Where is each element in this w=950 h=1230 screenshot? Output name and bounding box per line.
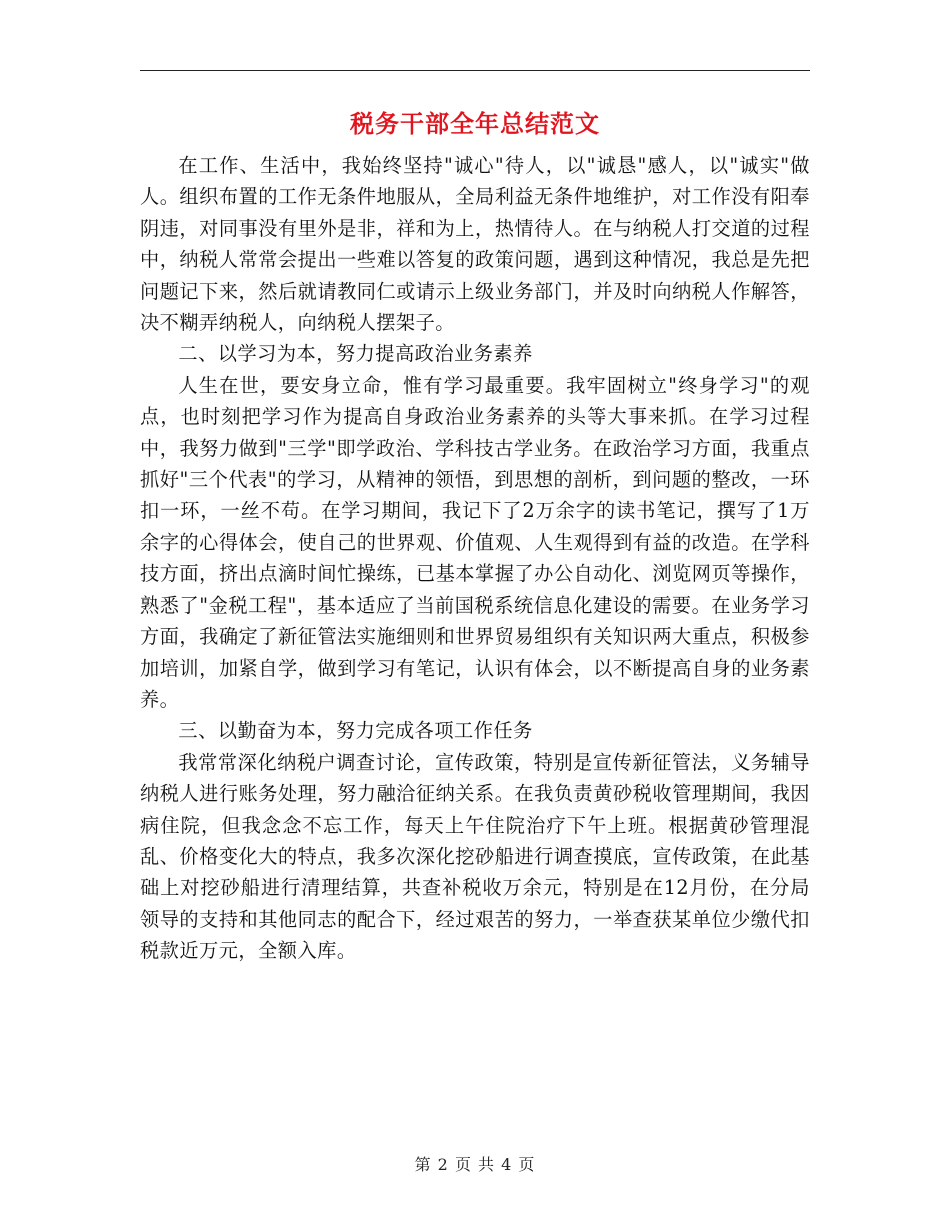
paragraph-study: 人生在世，要安身立命，惟有学习最重要。我牢固树立"终身学习"的观点，也时刻把学习作为提高自身政治业务素养的头等大事来抓。在学习过程中，我努力做到"三学"即学政治、学科技古学业务。在政治学习方面，我重点抓好"三个代表"的学习，从精神的领悟，到思想的剖析，到问题的整改，一环扣一环，一丝不苟。在学习期间，我记下了2万余字的读书笔记，撰写了1万余字的心得体会，使自己的世界观、价值观、人生观得到有益的改造。在学科技方面，挤出点滴时间忙操练，已基本掌握了办公自动化、浏览网页等操作，熟悉了"金税工程"，基本适应了当前国税系统信息化建设的需要。在业务学习方面，我确定了新征管法实施细则和世界贸易组织有关知识两大重点，积极参加培训，加紧自学，做到学习有笔记，认识有体会，以不断提高自身的业务素养。 <box>140 373 810 711</box>
section-heading-study: 二、以学习为本，努力提高政治业务素养 <box>178 342 533 366</box>
paragraph-intro: 在工作、生活中，我始终坚持"诚心"待人，以"诚恳"感人，以"诚实"做人。组织布置的工作无条件地服从，全局利益无条件地维护，对工作没有阳奉阴违，对同事没有里外是非，祥和为上，热情待人。在与纳税人打交道的过程中，纳税人常常会提出一些难以答复的政策问题，遇到这种情况，我总是先把问题记下来，然后就请教同仁或请示上级业务部门，并及时向纳税人作解答，决不糊弄纳税人，向纳税人摆架子。 <box>140 154 810 335</box>
paragraph-diligence: 我常常深化纳税户调查讨论，宣传政策，特别是宣传新征管法，义务辅导纳税人进行账务处理，努力融洽征纳关系。在我负责黄砂税收管理期间，我因病住院，但我念念不忘工作，每天上午住院治疗下午上班。根据黄砂管理混乱、价格变化大的特点，我多次深化挖砂船进行调查摸底，宣传政策，在此基础上对挖砂船进行清理结算，共查补税收万余元，特别是在12月份，在分局领导的支持和其他同志的配合下，经过艰苦的努力，一举查获某单位少缴代扣税款近万元，全额入库。 <box>140 750 810 963</box>
document-body <box>140 150 810 967</box>
section-heading-diligence: 三、以勤奋为本，努力完成各项工作任务 <box>178 719 533 743</box>
document-title: 税务干部全年总结范文 <box>350 109 600 138</box>
header-rule <box>140 70 810 71</box>
page-number: 第 2 页 共 4 页 <box>414 1155 536 1174</box>
